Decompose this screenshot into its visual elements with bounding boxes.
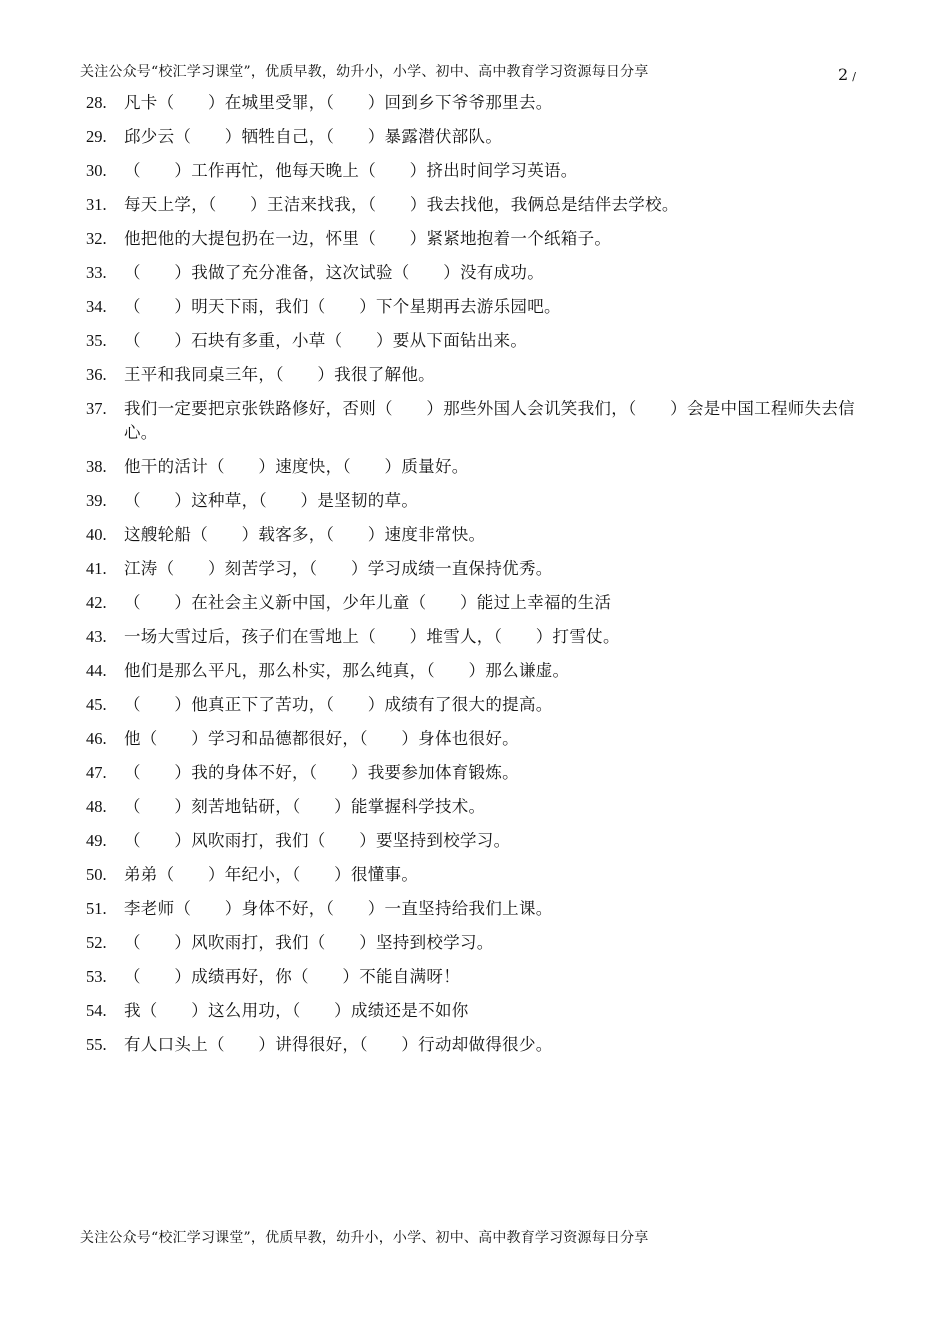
question-text: 弟弟（ ）年纪小，（ ）很懂事。 bbox=[124, 865, 419, 884]
question-item bbox=[86, 358, 876, 392]
question-number: 33. bbox=[86, 263, 107, 282]
question-text: （ ）我做了充分准备，这次试验（ ）没有成功。 bbox=[124, 263, 544, 282]
question-item bbox=[86, 450, 876, 484]
question-text: （ ）明天下雨，我们（ ）下个星期再去游乐园吧。 bbox=[124, 297, 561, 316]
question-number: 46. bbox=[86, 729, 107, 748]
question-item bbox=[86, 86, 876, 120]
question-number: 32. bbox=[86, 229, 107, 248]
question-text: 他们是那么平凡，那么朴实，那么纯真，（ ）那么谦虚。 bbox=[124, 661, 570, 680]
question-number: 52. bbox=[86, 933, 107, 952]
question-number: 29. bbox=[86, 127, 107, 146]
question-number: 28. bbox=[86, 93, 107, 112]
question-text: （ ）在社会主义新中国，少年儿童（ ）能过上幸福的生活 bbox=[124, 593, 612, 612]
question-number: 45. bbox=[86, 695, 107, 714]
page-number bbox=[838, 65, 856, 84]
question-number: 38. bbox=[86, 457, 107, 476]
question-list bbox=[86, 86, 876, 1062]
question-number: 31. bbox=[86, 195, 107, 214]
question-text: 有人口头上（ ）讲得很好，（ ）行动却做得很少。 bbox=[124, 1035, 553, 1054]
question-number: 41. bbox=[86, 559, 107, 578]
question-number: 44. bbox=[86, 661, 107, 680]
question-item bbox=[86, 688, 876, 722]
question-item bbox=[86, 790, 876, 824]
question-item bbox=[86, 154, 876, 188]
question-number: 53. bbox=[86, 967, 107, 986]
question-text: 每天上学，（ ）王洁来找我，（ ）我去找他，我俩总是结伴去学校。 bbox=[124, 195, 679, 214]
question-number: 30. bbox=[86, 161, 107, 180]
question-item bbox=[86, 654, 876, 688]
question-item bbox=[86, 756, 876, 790]
question-text: （ ）我的身体不好，（ ）我要参加体育锻炼。 bbox=[124, 763, 519, 782]
question-text: （ ）这种草，（ ）是坚韧的草。 bbox=[124, 491, 419, 510]
page-number-value: 2 bbox=[838, 65, 849, 84]
question-number: 48. bbox=[86, 797, 107, 816]
question-text: 王平和我同桌三年，（ ）我很了解他。 bbox=[124, 365, 435, 384]
question-text: （ ）刻苦地钻研，（ ）能掌握科学技术。 bbox=[124, 797, 486, 816]
question-number: 42. bbox=[86, 593, 107, 612]
question-text: 邱少云（ ）牺牲自己，（ ）暴露潜伏部队。 bbox=[124, 127, 503, 146]
question-item bbox=[86, 222, 876, 256]
question-number: 51. bbox=[86, 899, 107, 918]
question-number: 40. bbox=[86, 525, 107, 544]
question-text: （ ）风吹雨打，我们（ ）坚持到校学习。 bbox=[124, 933, 494, 952]
question-item bbox=[86, 926, 876, 960]
question-text: （ ）他真正下了苦功，（ ）成绩有了很大的提高。 bbox=[124, 695, 553, 714]
question-text: 李老师（ ）身体不好，（ ）一直坚持给我们上课。 bbox=[124, 899, 553, 918]
question-text: 江涛（ ）刻苦学习，（ ）学习成绩一直保持优秀。 bbox=[124, 559, 553, 578]
question-text: 我（ ）这么用功，（ ）成绩还是不如你 bbox=[124, 1001, 469, 1020]
question-text: 这艘轮船（ ）载客多，（ ）速度非常快。 bbox=[124, 525, 486, 544]
question-item bbox=[86, 120, 876, 154]
question-number: 55. bbox=[86, 1035, 107, 1054]
question-item bbox=[86, 484, 876, 518]
question-item bbox=[86, 960, 876, 994]
question-item bbox=[86, 518, 876, 552]
question-number: 39. bbox=[86, 491, 107, 510]
question-number: 35. bbox=[86, 331, 107, 350]
question-text: 我们一定要把京张铁路修好，否则（ ）那些外国人会讥笑我们，（ ）会是中国工程师失去信心。 bbox=[124, 399, 855, 442]
question-number: 54. bbox=[86, 1001, 107, 1020]
question-item bbox=[86, 892, 876, 926]
question-item bbox=[86, 722, 876, 756]
question-item bbox=[86, 392, 876, 450]
question-item bbox=[86, 1028, 876, 1062]
question-item bbox=[86, 586, 876, 620]
page-footer: 关注公众号“校汇学习课堂”，优质早教，幼升小，小学、初中、高中教育学习资源每日分享 bbox=[80, 1230, 649, 1246]
question-item bbox=[86, 824, 876, 858]
question-text: 他（ ）学习和品德都很好，（ ）身体也很好。 bbox=[124, 729, 519, 748]
question-item bbox=[86, 324, 876, 358]
question-item bbox=[86, 188, 876, 222]
question-item bbox=[86, 858, 876, 892]
question-number: 34. bbox=[86, 297, 107, 316]
question-number: 36. bbox=[86, 365, 107, 384]
page-number-suffix: / bbox=[852, 70, 856, 83]
question-item bbox=[86, 552, 876, 586]
page-header: 关注公众号“校汇学习课堂”，优质早教，幼升小，小学、初中、高中教育学习资源每日分享 bbox=[80, 64, 649, 80]
question-text: 一场大雪过后，孩子们在雪地上（ ）堆雪人，（ ）打雪仗。 bbox=[124, 627, 620, 646]
question-item bbox=[86, 290, 876, 324]
question-text: （ ）风吹雨打，我们（ ）要坚持到校学习。 bbox=[124, 831, 511, 850]
question-number: 47. bbox=[86, 763, 107, 782]
question-number: 43. bbox=[86, 627, 107, 646]
question-item bbox=[86, 994, 876, 1028]
question-number: 37. bbox=[86, 399, 107, 418]
question-text: 他把他的大提包扔在一边，怀里（ ）紧紧地抱着一个纸箱子。 bbox=[124, 229, 612, 248]
question-item bbox=[86, 620, 876, 654]
question-text: 他干的活计（ ）速度快，（ ）质量好。 bbox=[124, 457, 469, 476]
question-text: 凡卡（ ）在城里受罪，（ ）回到乡下爷爷那里去。 bbox=[124, 93, 553, 112]
question-text: （ ）工作再忙，他每天晚上（ ）挤出时间学习英语。 bbox=[124, 161, 578, 180]
question-number: 50. bbox=[86, 865, 107, 884]
question-item bbox=[86, 256, 876, 290]
question-number: 49. bbox=[86, 831, 107, 850]
question-text: （ ）石块有多重，小草（ ）要从下面钻出来。 bbox=[124, 331, 528, 350]
question-text: （ ）成绩再好，你（ ）不能自满呀！ bbox=[124, 967, 460, 986]
